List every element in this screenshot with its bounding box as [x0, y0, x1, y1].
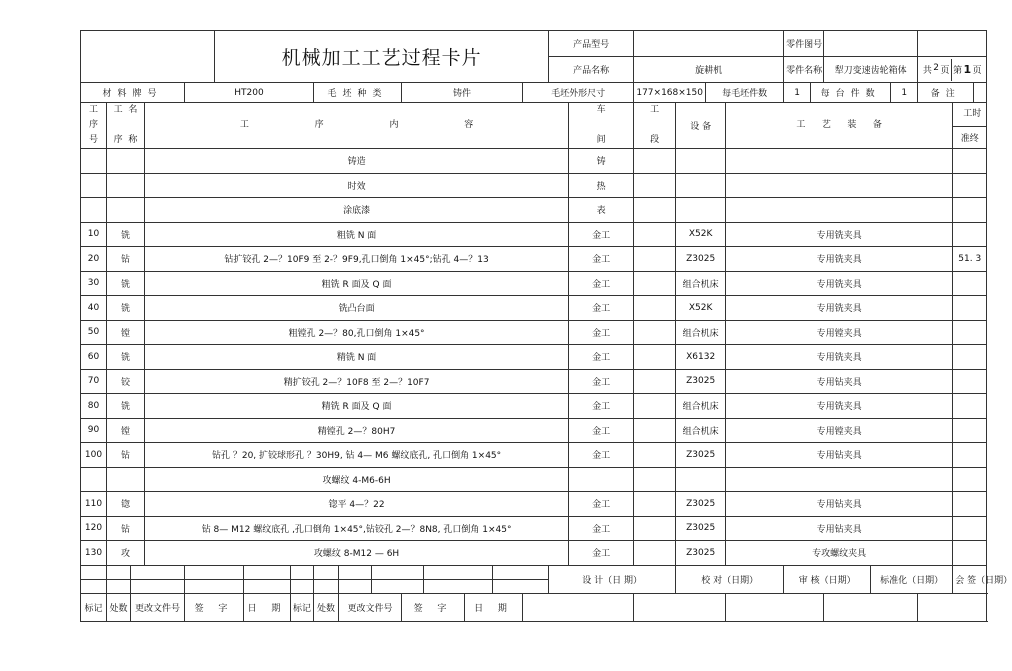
signoff-design-value: [523, 593, 634, 621]
op-fixture: 专用铣夹具: [726, 394, 953, 419]
signoff-check-value: [634, 593, 726, 621]
table-row: [81, 541, 987, 566]
op-content: 铸造: [145, 149, 569, 174]
col-equipment: 设 备: [676, 103, 726, 149]
op-equipment: 组合机床: [676, 271, 726, 296]
rev-blank: [314, 565, 339, 579]
op-workshop: 金工: [569, 222, 634, 247]
per-blank-value: 1: [784, 83, 811, 103]
part-drawing-extra: [918, 31, 987, 57]
op-equipment: 组合机床: [676, 320, 726, 345]
rev-blank: [131, 565, 185, 579]
signoff-check: 校 对（日期）: [676, 565, 784, 593]
op-workshop: 金工: [569, 541, 634, 566]
op-equipment: Z3025: [676, 516, 726, 541]
op-section: [634, 516, 676, 541]
op-name: 钻: [107, 247, 145, 272]
op-time-prep: 51. 3: [953, 247, 987, 272]
signoff-standard: 标准化（日期）: [871, 565, 953, 593]
op-time-prep: [953, 516, 987, 541]
op-workshop: 金工: [569, 271, 634, 296]
op-content: 精铣 N 面: [145, 345, 569, 370]
op-equipment: [676, 173, 726, 198]
process-card-table: [80, 30, 1012, 622]
op-name: 攻: [107, 541, 145, 566]
rev-blank: [372, 565, 424, 579]
op-no: 20: [81, 247, 107, 272]
op-no: 100: [81, 443, 107, 468]
op-section: [634, 467, 676, 492]
rev-blank: [185, 565, 244, 579]
blank-size-label: 毛坯外形尺寸: [523, 83, 634, 103]
table-row: [81, 173, 987, 198]
op-no: 130: [81, 541, 107, 566]
rev-blank: [372, 579, 424, 593]
op-section: [634, 320, 676, 345]
op-section: [634, 418, 676, 443]
op-workshop: 金工: [569, 418, 634, 443]
op-name: [107, 198, 145, 223]
op-fixture: 专用铣夹具: [726, 296, 953, 321]
op-section: [634, 271, 676, 296]
table-row: [81, 418, 987, 443]
rev-blank: [107, 579, 131, 593]
op-no: 40: [81, 296, 107, 321]
rev-date-label-2: 日 期: [465, 593, 523, 621]
op-content: 钻 8— M12 螺纹底孔 ,孔口倒角 1×45°,钻铰孔 2—？8N8, 孔口倒角 1×45°: [145, 516, 569, 541]
op-workshop: 铸: [569, 149, 634, 174]
blank-type-label: 毛坯种类: [314, 83, 402, 103]
op-workshop: 金工: [569, 443, 634, 468]
op-fixture: 专用钻夹具: [726, 443, 953, 468]
op-time-prep: [953, 296, 987, 321]
op-section: [634, 247, 676, 272]
product-model-label: 产品型号: [549, 31, 634, 57]
part-drawing-label: 零件图号: [784, 31, 824, 57]
product-model-value: [634, 31, 784, 57]
product-name-value: 旋耕机: [634, 57, 784, 83]
op-fixture: [726, 467, 953, 492]
op-no: 60: [81, 345, 107, 370]
op-content: 攻螺纹 8-M12 — 6H: [145, 541, 569, 566]
table-row: [81, 369, 987, 394]
op-section: [634, 369, 676, 394]
op-time-prep: [953, 345, 987, 370]
op-no: [81, 149, 107, 174]
rev-doc-label: 更改文件号: [131, 593, 185, 621]
op-fixture: [726, 149, 953, 174]
op-time-prep: [953, 394, 987, 419]
op-content: 粗铣 N 面: [145, 222, 569, 247]
signoff-review: 审 核（日期）: [784, 565, 871, 593]
op-content: 粗镗孔 2—？80,孔口倒角 1×45°: [145, 320, 569, 345]
rev-blank: [131, 579, 185, 593]
rev-blank: [291, 565, 314, 579]
rev-blank: [244, 565, 291, 579]
col-section: 工 段: [634, 103, 676, 149]
rev-blank: [81, 579, 107, 593]
op-equipment: Z3025: [676, 443, 726, 468]
col-op-no: 工 序 号: [81, 103, 107, 149]
op-name: 镗: [107, 418, 145, 443]
op-workshop: 金工: [569, 394, 634, 419]
op-name: 钻: [107, 516, 145, 541]
per-unit-label: 每台件数: [811, 83, 891, 103]
op-content: 铣凸台面: [145, 296, 569, 321]
op-workshop: 金工: [569, 320, 634, 345]
col-op-name: 工 名 序 称: [107, 103, 145, 149]
op-no: 10: [81, 222, 107, 247]
part-name-value: 犁刀变速齿轮箱体: [824, 57, 918, 83]
rev-date-label: 日 期: [244, 593, 291, 621]
col-fixture: 工 艺 装 备: [726, 103, 953, 149]
op-name: 铣: [107, 296, 145, 321]
op-time-prep: [953, 198, 987, 223]
rev-blank: [107, 565, 131, 579]
logo-cell: [81, 31, 215, 83]
op-time-prep: [953, 173, 987, 198]
op-time-prep: [953, 418, 987, 443]
op-no: 70: [81, 369, 107, 394]
op-time-prep: [953, 222, 987, 247]
op-section: [634, 149, 676, 174]
rev-blank: [185, 579, 244, 593]
op-fixture: 专用镗夹具: [726, 418, 953, 443]
op-fixture: 专用铣夹具: [726, 345, 953, 370]
rev-sign-label-2: 签 字: [402, 593, 465, 621]
signoff-countersign-value: [918, 593, 987, 621]
card-title: 机械加工工艺过程卡片: [215, 31, 549, 83]
op-equipment: 组合机床: [676, 418, 726, 443]
part-name-label: 零件名称: [784, 57, 824, 83]
op-name: [107, 467, 145, 492]
rev-blank: [244, 579, 291, 593]
rev-blank: [424, 579, 493, 593]
table-row: [81, 467, 987, 492]
op-workshop: 金工: [569, 369, 634, 394]
op-time-prep: [953, 443, 987, 468]
op-content: 精镗孔 2—？80H7: [145, 418, 569, 443]
op-name: [107, 173, 145, 198]
op-equipment: [676, 198, 726, 223]
table-row: [81, 320, 987, 345]
col-content: 工 序 内 容: [145, 103, 569, 149]
op-content: 锪平 4—？22: [145, 492, 569, 517]
op-no: [81, 173, 107, 198]
op-section: [634, 541, 676, 566]
op-name: 铣: [107, 345, 145, 370]
col-time-prep: 准终: [953, 127, 987, 149]
op-content: 精扩铰孔 2—？10F8 至 2—？10F7: [145, 369, 569, 394]
op-no: 90: [81, 418, 107, 443]
op-equipment: [676, 149, 726, 174]
rev-doc-label-2: 更改文件号: [339, 593, 402, 621]
rev-count-label: 处数: [107, 593, 131, 621]
table-row: [81, 222, 987, 247]
op-content: 涂底漆: [145, 198, 569, 223]
per-blank-label: 每毛坯件数: [706, 83, 784, 103]
rev-mark-label-2: 标记: [291, 593, 314, 621]
rev-count-label-2: 处数: [314, 593, 339, 621]
op-workshop: 金工: [569, 492, 634, 517]
op-fixture: 专用铣夹具: [726, 222, 953, 247]
rev-mark-label: 标记: [81, 593, 107, 621]
op-time-prep: [953, 467, 987, 492]
op-equipment: X52K: [676, 222, 726, 247]
signoff-review-value: [726, 593, 824, 621]
rev-blank: [339, 579, 372, 593]
op-time-prep: [953, 271, 987, 296]
op-fixture: 专用钻夹具: [726, 369, 953, 394]
table-row: [81, 345, 987, 370]
op-content: 钻扩铰孔 2—？10F9 至 2-？9F9,孔口倒角 1×45°;钻孔 4—？13: [145, 247, 569, 272]
op-workshop: 金工: [569, 345, 634, 370]
op-name: 铰: [107, 369, 145, 394]
op-section: [634, 394, 676, 419]
op-fixture: 专攻螺纹夹具: [726, 541, 953, 566]
op-name: [107, 149, 145, 174]
op-name: 锪: [107, 492, 145, 517]
rev-blank: [424, 565, 493, 579]
op-no: 30: [81, 271, 107, 296]
rev-blank: [81, 565, 107, 579]
op-no: [81, 467, 107, 492]
op-content: 精铣 R 面及 Q 面: [145, 394, 569, 419]
op-time-prep: [953, 149, 987, 174]
op-workshop: [569, 467, 634, 492]
op-equipment: [676, 467, 726, 492]
remark-label: 备注: [918, 83, 974, 103]
rev-sign-label: 签 字: [185, 593, 244, 621]
op-time-prep: [953, 369, 987, 394]
op-no: 80: [81, 394, 107, 419]
op-workshop: 金工: [569, 516, 634, 541]
table-row: [81, 443, 987, 468]
op-fixture: [726, 173, 953, 198]
op-section: [634, 492, 676, 517]
per-unit-value: 1: [891, 83, 918, 103]
op-equipment: X6132: [676, 345, 726, 370]
op-name: 铣: [107, 271, 145, 296]
op-no: [81, 198, 107, 223]
signoff-standard-value: [824, 593, 918, 621]
op-time-prep: [953, 541, 987, 566]
op-fixture: [726, 198, 953, 223]
op-content: 钻孔 ？20, 扩铰球形孔 ？30H9, 钻 4— M6 螺纹底孔, 孔口倒角 1×45°: [145, 443, 569, 468]
op-equipment: 组合机床: [676, 394, 726, 419]
op-time-prep: [953, 320, 987, 345]
rev-blank: [291, 579, 314, 593]
op-time-prep: [953, 492, 987, 517]
op-content: 时效: [145, 173, 569, 198]
op-section: [634, 222, 676, 247]
page-count: 共 2 页 第 1 页: [918, 57, 987, 83]
product-name-label: 产品名称: [549, 57, 634, 83]
table-row: [81, 271, 987, 296]
op-equipment: X52K: [676, 296, 726, 321]
op-workshop: 金工: [569, 247, 634, 272]
op-content: 粗铣 R 面及 Q 面: [145, 271, 569, 296]
rev-blank: [493, 565, 549, 579]
signoff-countersign: 会 签（日期）: [953, 565, 987, 593]
table-row: [81, 247, 987, 272]
op-section: [634, 296, 676, 321]
col-workshop: 车 间: [569, 103, 634, 149]
table-row: [81, 296, 987, 321]
op-fixture: 专用镗夹具: [726, 320, 953, 345]
part-drawing-value: [824, 31, 918, 57]
op-fixture: 专用钻夹具: [726, 516, 953, 541]
op-name: 铣: [107, 394, 145, 419]
col-time: 工 时: [953, 103, 987, 127]
op-name: 铣: [107, 222, 145, 247]
material-label: 材料牌号: [81, 83, 185, 103]
rev-blank: [339, 565, 372, 579]
table-row: [81, 394, 987, 419]
op-equipment: Z3025: [676, 247, 726, 272]
op-no: 50: [81, 320, 107, 345]
table-row: [81, 516, 987, 541]
op-section: [634, 443, 676, 468]
table-row: [81, 198, 987, 223]
op-equipment: Z3025: [676, 492, 726, 517]
op-equipment: Z3025: [676, 369, 726, 394]
op-name: 钻: [107, 443, 145, 468]
op-fixture: 专用钻夹具: [726, 492, 953, 517]
op-no: 110: [81, 492, 107, 517]
table-row: [81, 149, 987, 174]
op-fixture: 专用铣夹具: [726, 271, 953, 296]
op-content: 攻螺纹 4-M6-6H: [145, 467, 569, 492]
rev-blank: [314, 579, 339, 593]
blank-size-value: 177×168×150: [634, 83, 706, 103]
op-equipment: Z3025: [676, 541, 726, 566]
op-no: 120: [81, 516, 107, 541]
table-row: [81, 492, 987, 517]
op-workshop: 热: [569, 173, 634, 198]
material-value: HT200: [185, 83, 314, 103]
op-section: [634, 198, 676, 223]
op-fixture: 专用铣夹具: [726, 247, 953, 272]
blank-type-value: 铸件: [402, 83, 523, 103]
op-workshop: 金工: [569, 296, 634, 321]
op-workshop: 表: [569, 198, 634, 223]
op-name: 镗: [107, 320, 145, 345]
op-section: [634, 173, 676, 198]
remark-value: [974, 83, 987, 103]
rev-blank: [493, 579, 549, 593]
signoff-design: 设 计（日 期）: [549, 565, 676, 593]
op-section: [634, 345, 676, 370]
